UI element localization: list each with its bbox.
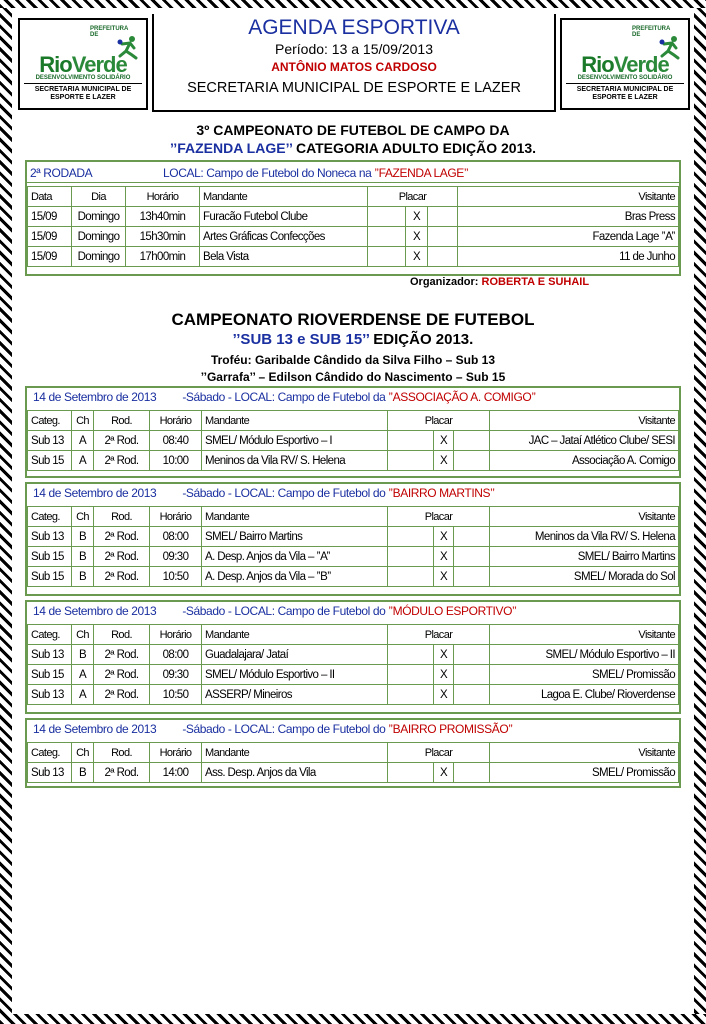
- col-horario: Horário: [150, 743, 202, 763]
- game-round: 2ª Rod.: [94, 763, 150, 783]
- col-horario: Horário: [126, 187, 200, 207]
- game-time: 09:30: [150, 547, 202, 567]
- campo-title: 3º CAMPEONATO DE FUTEBOL DE CAMPO DA: [196, 122, 510, 138]
- game-row: [28, 451, 679, 471]
- game-away: Associação A. Comigo: [490, 451, 679, 471]
- campo-games-table: [27, 186, 679, 267]
- score-x: X: [434, 451, 454, 471]
- game-time: 13h40min: [126, 207, 200, 227]
- game-home: SMEL/ Módulo Esportivo – II: [202, 665, 388, 685]
- col-placar: Placar: [388, 411, 490, 431]
- game-row: [28, 431, 679, 451]
- block-local-name: ’’ASSOCIAÇÃO A. COMIGO’’: [388, 390, 536, 404]
- score-home: [388, 431, 434, 451]
- logo-prefeitura: PREFEITURA DE: [90, 26, 129, 38]
- block-date: 14 de Setembro de 2013: [33, 722, 157, 736]
- game-chave: B: [72, 567, 94, 587]
- decorative-border-bottom: [0, 1014, 706, 1024]
- game-round: 2ª Rod.: [94, 567, 150, 587]
- score-home: [388, 763, 434, 783]
- score-away: [454, 431, 490, 451]
- campo-game-row: [28, 247, 679, 267]
- col-visitante: Visitante: [458, 187, 679, 207]
- col-visitante: Visitante: [490, 625, 679, 645]
- logo-tagline: DESENVOLVIMENTO SOLIDÁRIO: [566, 75, 684, 84]
- col-categ: Categ.: [28, 743, 72, 763]
- score-x: X: [434, 685, 454, 705]
- block-date-header: [33, 604, 516, 618]
- col-mandante: Mandante: [200, 187, 368, 207]
- game-chave: B: [72, 763, 94, 783]
- game-home: Furacão Futebol Clube: [200, 207, 368, 227]
- game-chave: B: [72, 527, 94, 547]
- score-x: X: [434, 547, 454, 567]
- col-ch: Ch: [72, 625, 94, 645]
- score-x: X: [406, 247, 428, 267]
- person-name: ANTÔNIO MATOS CARDOSO: [271, 60, 437, 74]
- game-date: 15/09: [28, 247, 72, 267]
- rodada-row: [27, 163, 679, 183]
- organizador: Organizador: ROBERTA E SUHAIL: [410, 276, 590, 288]
- col-visitante: Visitante: [490, 507, 679, 527]
- logo-tagline: DESENVOLVIMENTO SOLIDÁRIO: [24, 75, 142, 84]
- score-x: X: [434, 431, 454, 451]
- game-home: Meninos da Vila RV/ S. Helena: [202, 451, 388, 471]
- game-time: 14:00: [150, 763, 202, 783]
- col-rod: Rod.: [94, 625, 150, 645]
- col-mandante: Mandante: [202, 743, 388, 763]
- score-x: X: [434, 527, 454, 547]
- score-away: [428, 207, 458, 227]
- score-away: [454, 547, 490, 567]
- rioverde-logo-left: [18, 18, 148, 110]
- header-box: [152, 14, 556, 112]
- game-away: SMEL/ Bairro Martins: [490, 547, 679, 567]
- game-away: JAC – Jataí Atlético Clube/ SESI: [490, 431, 679, 451]
- score-away: [454, 763, 490, 783]
- period: Período: 13 a 15/09/2013: [274, 41, 434, 57]
- col-horario: Horário: [150, 411, 202, 431]
- game-chave: A: [72, 685, 94, 705]
- block-games-table: [27, 742, 679, 783]
- game-chave: B: [72, 547, 94, 567]
- logo-secretaria: SECRETARIA MUNICIPAL DE ESPORTE E LAZER: [34, 86, 132, 101]
- block-local: -Sábado - LOCAL: Campo de Futebol da: [182, 390, 389, 404]
- score-away: [428, 247, 458, 267]
- col-mandante: Mandante: [202, 507, 388, 527]
- game-home: Bela Vista: [200, 247, 368, 267]
- game-home: ASSERP/ Mineiros: [202, 685, 388, 705]
- game-category: Sub 13: [28, 645, 72, 665]
- game-row: [28, 567, 679, 587]
- game-time: 08:40: [150, 431, 202, 451]
- block-date-header: [33, 390, 536, 404]
- game-time: 15h30min: [126, 227, 200, 247]
- col-categ: Categ.: [28, 411, 72, 431]
- block-header-row: [28, 625, 679, 645]
- score-x: X: [434, 567, 454, 587]
- col-categ: Categ.: [28, 507, 72, 527]
- game-category: Sub 13: [28, 763, 72, 783]
- col-categ: Categ.: [28, 625, 72, 645]
- game-time: 10:00: [150, 451, 202, 471]
- score-home: [388, 685, 434, 705]
- rodada-local: LOCAL: Campo de Futebol do Noneca na ’’FAZENDA LAGE’’: [103, 163, 679, 183]
- game-row: [28, 665, 679, 685]
- game-round: 2ª Rod.: [94, 685, 150, 705]
- game-home: SMEL/ Módulo Esportivo – I: [202, 431, 388, 451]
- col-visitante: Visitante: [490, 411, 679, 431]
- score-home: [388, 645, 434, 665]
- campo-rodada-table: [27, 163, 679, 183]
- col-placar: Placar: [388, 507, 490, 527]
- col-visitante: Visitante: [490, 743, 679, 763]
- logo-brand: RioVerde: [39, 52, 127, 77]
- game-home: Ass. Desp. Anjos da Vila: [202, 763, 388, 783]
- block-date: 14 de Setembro de 2013: [33, 390, 157, 404]
- game-away: Meninos da Vila RV/ S. Helena: [490, 527, 679, 547]
- game-row: [28, 527, 679, 547]
- game-round: 2ª Rod.: [94, 645, 150, 665]
- logo-brand: RioVerde: [581, 52, 669, 77]
- score-away: [454, 567, 490, 587]
- col-rod: Rod.: [94, 743, 150, 763]
- game-day: Domingo: [72, 247, 126, 267]
- block-date: 14 de Setembro de 2013: [33, 604, 157, 618]
- block-local: -Sábado - LOCAL: Campo de Futebol do: [182, 486, 389, 500]
- game-away: Bras Press: [458, 207, 679, 227]
- block-local-name: ’’BAIRRO PROMISSÃO’’: [388, 722, 513, 736]
- game-row: [28, 547, 679, 567]
- score-x: X: [434, 763, 454, 783]
- game-category: Sub 13: [28, 685, 72, 705]
- score-away: [454, 665, 490, 685]
- col-ch: Ch: [72, 507, 94, 527]
- score-home: [368, 207, 406, 227]
- game-round: 2ª Rod.: [94, 665, 150, 685]
- score-x: X: [434, 665, 454, 685]
- page-title: AGENDA ESPORTIVA: [248, 16, 460, 39]
- trofeu-sub15: ’’Garrafa’’ – Edilson Cândido do Nascimento – Sub 15: [200, 370, 506, 384]
- col-dia: Dia: [72, 187, 126, 207]
- game-row: [28, 645, 679, 665]
- col-rod: Rod.: [94, 507, 150, 527]
- game-time: 08:00: [150, 645, 202, 665]
- block-games-table: [27, 624, 679, 705]
- col-horario: Horário: [150, 507, 202, 527]
- game-category: Sub 15: [28, 451, 72, 471]
- game-day: Domingo: [72, 207, 126, 227]
- score-home: [368, 227, 406, 247]
- block-date-header: [33, 486, 494, 500]
- score-away: [428, 227, 458, 247]
- score-home: [388, 527, 434, 547]
- block-games-table: [27, 410, 679, 471]
- game-away: Fazenda Lage ’’A’’: [458, 227, 679, 247]
- rodada-label: 2ª RODADA: [27, 163, 103, 183]
- game-home: Guadalajara/ Jataí: [202, 645, 388, 665]
- block-header-row: [28, 411, 679, 431]
- game-time: 17h00min: [126, 247, 200, 267]
- campo-game-row: [28, 207, 679, 227]
- game-category: Sub 15: [28, 665, 72, 685]
- score-x: X: [434, 645, 454, 665]
- game-home: A. Desp. Anjos da Vila – ’’B’’: [202, 567, 388, 587]
- game-home: SMEL/ Bairro Martins: [202, 527, 388, 547]
- game-round: 2ª Rod.: [94, 527, 150, 547]
- score-x: X: [406, 227, 428, 247]
- game-away: SMEL/ Morada do Sol: [490, 567, 679, 587]
- game-away: Lagoa E. Clube/ Rioverdense: [490, 685, 679, 705]
- campo-subtitle: ’’FAZENDA LAGE’’ CATEGORIA ADULTO EDIÇÃO 2013.: [169, 140, 537, 156]
- secretaria-name: SECRETARIA MUNICIPAL DE ESPORTE E LAZER: [187, 80, 521, 96]
- game-home: Artes Gráficas Confecções: [200, 227, 368, 247]
- campo-game-row: [28, 227, 679, 247]
- score-home: [368, 247, 406, 267]
- game-category: Sub 13: [28, 527, 72, 547]
- block-local: -Sábado - LOCAL: Campo de Futebol do: [182, 604, 389, 618]
- game-row: [28, 685, 679, 705]
- game-round: 2ª Rod.: [94, 547, 150, 567]
- game-category: Sub 13: [28, 431, 72, 451]
- game-chave: B: [72, 645, 94, 665]
- logo-secretaria: SECRETARIA MUNICIPAL DE ESPORTE E LAZER: [576, 86, 674, 101]
- col-mandante: Mandante: [202, 625, 388, 645]
- col-data: Data: [28, 187, 72, 207]
- game-day: Domingo: [72, 227, 126, 247]
- game-category: Sub 15: [28, 567, 72, 587]
- logo-prefeitura: PREFEITURA DE: [632, 26, 671, 38]
- game-row: [28, 763, 679, 783]
- game-away: SMEL/ Módulo Esportivo – II: [490, 645, 679, 665]
- campo-header-row: [28, 187, 679, 207]
- game-time: 10:50: [150, 685, 202, 705]
- score-home: [388, 665, 434, 685]
- block-local-name: ’’MÓDULO ESPORTIVO’’: [388, 604, 517, 618]
- col-ch: Ch: [72, 411, 94, 431]
- col-placar: Placar: [388, 625, 490, 645]
- score-away: [454, 451, 490, 471]
- decorative-border-top: [0, 0, 706, 8]
- rioverde-logo-right: [560, 18, 690, 110]
- col-mandante: Mandante: [202, 411, 388, 431]
- game-away: SMEL/ Promissão: [490, 763, 679, 783]
- game-away: SMEL/ Promissão: [490, 665, 679, 685]
- game-category: Sub 15: [28, 547, 72, 567]
- rioverdense-title: CAMPEONATO RIOVERDENSE DE FUTEBOL: [171, 310, 535, 329]
- rioverdense-subtitle: ’’SUB 13 e SUB 15’’ EDIÇÃO 2013.: [232, 331, 474, 348]
- game-chave: A: [72, 431, 94, 451]
- col-placar: Placar: [368, 187, 458, 207]
- block-date: 14 de Setembro de 2013: [33, 486, 157, 500]
- col-placar: Placar: [388, 743, 490, 763]
- trofeu-sub13: Troféu: Garibalde Cândido da Silva Filho – Sub 13: [210, 353, 496, 367]
- game-home: A. Desp. Anjos da Vila – ’’A’’: [202, 547, 388, 567]
- game-time: 08:00: [150, 527, 202, 547]
- game-date: 15/09: [28, 227, 72, 247]
- game-time: 09:30: [150, 665, 202, 685]
- score-home: [388, 547, 434, 567]
- block-games-table: [27, 506, 679, 587]
- block-local: -Sábado - LOCAL: Campo de Futebol do: [182, 722, 389, 736]
- score-home: [388, 451, 434, 471]
- game-date: 15/09: [28, 207, 72, 227]
- score-away: [454, 527, 490, 547]
- score-away: [454, 645, 490, 665]
- score-away: [454, 685, 490, 705]
- col-rod: Rod.: [94, 411, 150, 431]
- col-ch: Ch: [72, 743, 94, 763]
- game-time: 10:50: [150, 567, 202, 587]
- game-chave: A: [72, 665, 94, 685]
- block-header-row: [28, 743, 679, 763]
- score-x: X: [406, 207, 428, 227]
- block-header-row: [28, 507, 679, 527]
- game-away: 11 de Junho: [458, 247, 679, 267]
- game-round: 2ª Rod.: [94, 451, 150, 471]
- block-local-name: ’’BAIRRO MARTINS’’: [388, 486, 495, 500]
- game-round: 2ª Rod.: [94, 431, 150, 451]
- block-date-header: [33, 722, 513, 736]
- game-chave: A: [72, 451, 94, 471]
- score-home: [388, 567, 434, 587]
- col-horario: Horário: [150, 625, 202, 645]
